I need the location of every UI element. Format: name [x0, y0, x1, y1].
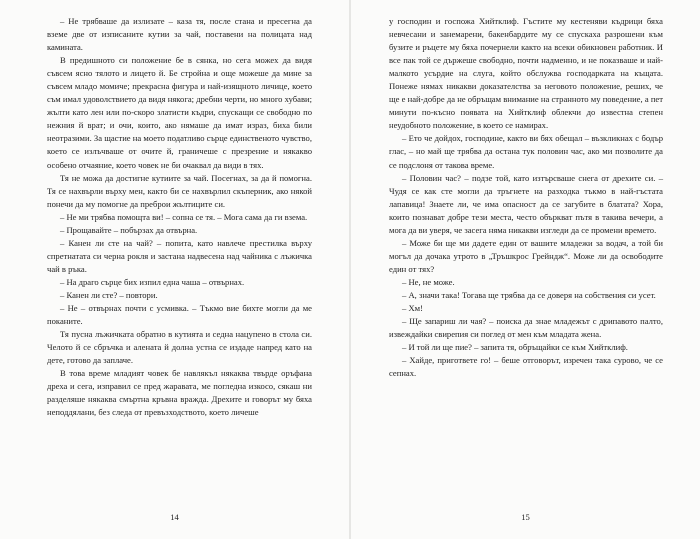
right-page-text [389, 15, 663, 380]
paragraph: – Канен ли сте на чай? – попита, като навлече престилка върху спретнатата си черна рокля и застана надвесена над чайника с лъжичка чай в ръка. [47, 237, 312, 274]
paragraph: у господин и госпожа Хийтклиф. Гъстите му кестеняви къдрици бяха невчесани и занемарени, бакенбардите му се спускаха разрошени към бузите и ръцете му бяха почернели както на всеки обикновен работник. И все пак той се държеше свободно, почти надменно, и не показваше и най-малкото усърдие на слуга, който обслужва господарката на къщата. Понеже нямах никакви доказателства за неговото положение, реших, че ще е най-добре да не обръщам внимание на странното му поведение, а пет минути по-късно появата на Хийтклиф облекчи до известна степен неудобното положение, в което се намирах. [389, 16, 663, 131]
right-page [351, 0, 700, 539]
paragraph: Тя пусна лъжичката обратно в кутията и седна нацупено в стола си. Челото й се сбръчка и алената й долна устна се издаде напред като на дете, готово да заплаче. [47, 329, 312, 366]
paragraph: В предишното си положение бе в сянка, но сега можех да видя съвсем ясно тялото и лицето й. Бе стройна и още можеше да мине за съвсем младо момиче; прекрасна фигура и най-изящното личице, което съм имал удоволствието да видя някога; дребни черти, но много хубави; жълти като лен или по-скоро златисти къдри, спускащи се свободно по нежния й врат; и очи, които, ако нямаше да имат израз, биха били неотразими. За щастие на моето податливо сърце единственото чувство, което се излъчваше от очите й, граничеше с презрение и някакво особено отчаяние, което човек не би очаквал да види в тях. [47, 55, 312, 170]
paragraph: – Ето че дойдох, господине, както ви бях обещал – възкликнах с бодър глас, – но май ще трябва да остана тук половин час, ако ми позволите да се подслоня от такова време. [389, 133, 663, 170]
paragraph: В това време младият човек бе навлякъл някаква твърде оръфана дреха и сега, изправил се пред жаравата, ме погледна изкосо, сякаш ни разделяше някаква смъртна кръвна вражда. Дрехите и говорът му бяха неподдялани, без следа от превъзходството, което личеше [47, 368, 312, 418]
paragraph: – Половин час? – подзе той, като изтърсваше снега от дрехите си. – Чудя се как сте могли да тръгнете на разходка тъкмо в най-гъстата лапавица! Знаете ли, че има опасност да се загубите в блатата? Хора, които познават добре тези места, често объркват пътя в такива вечери, а мога да ви уверя, че засега няма никакви изгледи да се промени времето. [389, 172, 663, 235]
left-page [0, 0, 349, 539]
paragraph: – Канен ли сте? – повтори. [60, 289, 158, 300]
paragraph: – Може би ще ми дадете един от вашите младежи за водач, а той би могъл да дочака утрото в „Тръшкрос Грейндж“. Може ли да освободите един от тях? [389, 237, 663, 274]
page-number: 15 [521, 512, 530, 522]
paragraph: – А, значи така! Тогава ще трябва да се доверя на собствения си усет. [402, 289, 656, 300]
paragraph: – Не ми трябва помощта ви! – сопна се тя. – Мога сама да ги взема. [60, 211, 308, 222]
paragraph: Тя не можа да достигне кутиите за чай. Посегнах, за да й помогна. Тя се нахвърли върху мен, както би се нахвърлил скъперник, ако някой понечи да му помогне да преброи жълтиците си. [47, 172, 312, 209]
paragraph: – Прощавайте – побързах да отвърна. [60, 224, 198, 235]
paragraph: – На драго сърце бих изпил една чаша – отвърнах. [60, 276, 245, 287]
paragraph: – Хм! [402, 303, 423, 314]
left-page-text [47, 15, 312, 419]
page-number: 14 [170, 512, 179, 522]
paragraph: – И той ли ще пие? – запита тя, обръщайки се към Хийтклиф. [402, 342, 628, 353]
paragraph: – Хайде, пригответе го! – беше отговорът, изречен така сурово, че се сепнах. [389, 355, 663, 379]
paragraph: – Не, не може. [402, 276, 455, 287]
paragraph: – Ще запариш ли чая? – поиска да знае младежът с дрипавото палто, извеждайки свирепия си поглед от мен към младата жена. [389, 316, 663, 340]
paragraph: – Не – отвърнах почти с усмивка. – Тъкмо вие бихте могли да ме поканите. [47, 303, 312, 327]
paragraph: – Не трябваше да излизате – каза тя, после стана и пресегна да вземе две от изписаните кутии за чай, поставени на полицата над камината. [47, 16, 312, 53]
